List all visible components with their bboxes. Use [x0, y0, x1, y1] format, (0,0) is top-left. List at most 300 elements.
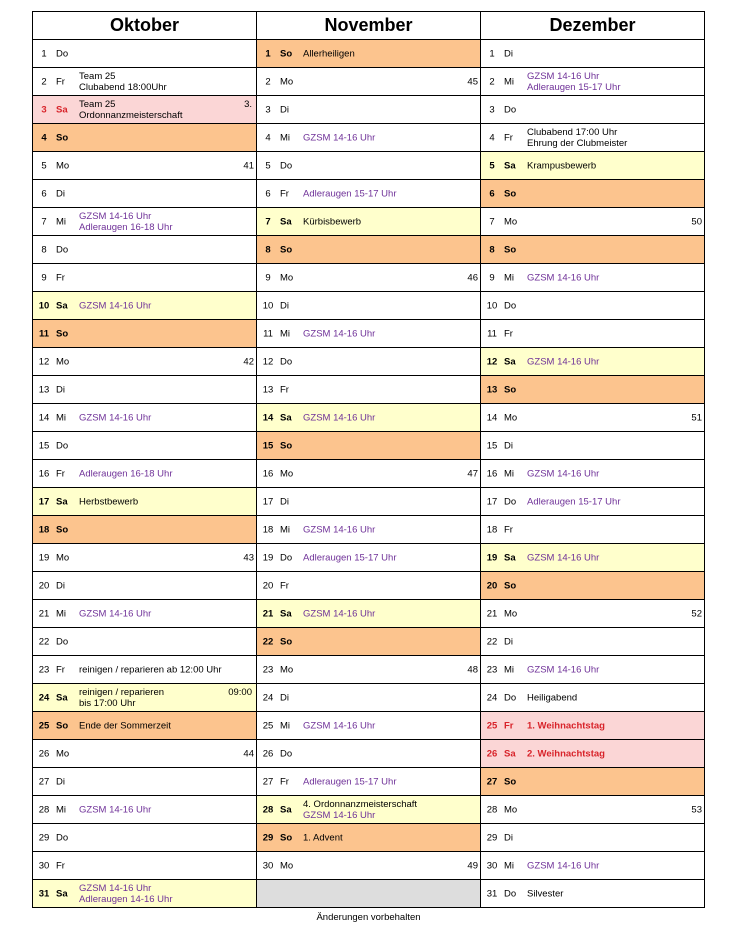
day-cell: [481, 544, 705, 572]
cell-content: [257, 852, 480, 879]
day-number: 12: [38, 356, 50, 367]
day-row: [33, 40, 705, 68]
event-list: [303, 412, 476, 423]
day-cell: [257, 572, 481, 600]
event-line: [303, 832, 476, 843]
event-line: [527, 356, 700, 367]
event-line: [79, 110, 252, 121]
day-number: 28: [486, 804, 498, 815]
event-line: [527, 692, 700, 703]
day-row: [33, 292, 705, 320]
day-number: 2: [41, 76, 47, 87]
day-number: 4: [489, 132, 495, 143]
day-cell: [257, 656, 481, 684]
event-line: [527, 748, 700, 759]
week-number: 49: [467, 860, 478, 871]
event-text: Adleraugen 15-17 Uhr: [303, 552, 397, 563]
day-cell: [33, 740, 257, 768]
weekday: Fr: [280, 776, 289, 787]
day-number: 30: [38, 860, 50, 871]
event-line: [79, 222, 252, 233]
cell-content: [257, 264, 480, 291]
day-cell: [481, 124, 705, 152]
event-text: GZSM 14-16 Uhr: [303, 608, 376, 619]
event-list: [79, 468, 252, 479]
event-list: [527, 692, 700, 703]
day-number: 15: [38, 440, 50, 451]
cell-content: [481, 600, 704, 627]
cell-content: [481, 376, 704, 403]
cell-content: [257, 348, 480, 375]
weekday: So: [56, 328, 69, 339]
weekday: Mi: [504, 76, 515, 87]
event-line: [79, 71, 252, 82]
weekday: Do: [504, 496, 517, 507]
cell-content: [33, 348, 256, 375]
day-row: [33, 516, 705, 544]
event-text: GZSM 14-16 Uhr: [303, 720, 376, 731]
day-number: 10: [38, 300, 50, 311]
day-number: 23: [262, 664, 274, 675]
cell-content: [481, 404, 704, 431]
event-list: [303, 832, 476, 843]
day-number: 23: [38, 664, 50, 675]
day-cell: [33, 264, 257, 292]
weekday: Mi: [56, 412, 67, 423]
day-cell: [33, 404, 257, 432]
weekday: Fr: [504, 524, 513, 535]
weekday: Di: [56, 776, 65, 787]
day-cell: [481, 96, 705, 124]
cell-content: [481, 124, 704, 151]
day-row: [33, 852, 705, 880]
event-list: [303, 799, 476, 821]
day-cell: [33, 516, 257, 544]
event-list: [527, 496, 700, 507]
event-line: [303, 524, 476, 535]
event-text: GZSM 14-16 Uhr: [527, 70, 600, 82]
day-row: [33, 712, 705, 740]
weekday: Sa: [56, 496, 68, 507]
day-cell: [33, 432, 257, 460]
week-number: 53: [691, 804, 702, 815]
day-number: 6: [489, 188, 495, 199]
day-number: 17: [38, 496, 50, 507]
day-cell: [481, 404, 705, 432]
event-line: [79, 99, 252, 110]
weekday: Mo: [280, 468, 294, 479]
event-line: [303, 216, 476, 227]
day-row: [33, 236, 705, 264]
day-number: 31: [38, 888, 50, 899]
weekday: Sa: [280, 804, 292, 815]
weekday: Fr: [56, 664, 65, 675]
cell-content: [257, 152, 480, 179]
day-row: [33, 152, 705, 180]
weekday: Sa: [280, 412, 292, 423]
day-cell: [481, 320, 705, 348]
day-cell: [481, 40, 705, 68]
event-text: 4. Ordonnanzmeisterschaft: [303, 798, 418, 810]
cell-content: [481, 432, 704, 459]
cell-content: [257, 796, 480, 823]
cell-content: [257, 768, 480, 795]
day-number: 22: [486, 636, 498, 647]
event-line: [79, 664, 252, 675]
cell-content: [33, 516, 256, 543]
day-row: [33, 180, 705, 208]
day-number: 3: [489, 104, 495, 115]
day-number: 24: [38, 692, 50, 703]
weekday: So: [56, 132, 69, 143]
event-line: [79, 300, 252, 311]
cell-content: [33, 488, 256, 515]
day-number: 10: [486, 300, 498, 311]
day-cell: [33, 824, 257, 852]
cell-content: [481, 320, 704, 347]
day-number: 7: [489, 216, 495, 227]
day-number: 3: [265, 104, 271, 115]
day-cell: [257, 96, 481, 124]
day-number: 9: [265, 272, 271, 283]
day-number: 26: [486, 748, 498, 759]
day-cell: [33, 488, 257, 516]
day-cell: [257, 40, 481, 68]
day-cell: [257, 516, 481, 544]
cell-content: [257, 740, 480, 767]
weekday: Fr: [504, 132, 513, 143]
weekday: Fr: [280, 580, 289, 591]
event-text: Adleraugen 16-18 Uhr: [79, 221, 173, 233]
cell-content: [257, 124, 480, 151]
weekday: Mo: [504, 608, 518, 619]
event-text: GZSM 14-16 Uhr: [79, 210, 152, 222]
event-text: Adleraugen 16-18 Uhr: [79, 468, 173, 479]
day-cell: [257, 544, 481, 572]
cell-content: [33, 880, 256, 907]
day-number: 30: [262, 860, 274, 871]
event-text: GZSM 14-16 Uhr: [79, 300, 152, 311]
day-cell: [33, 544, 257, 572]
day-number: 18: [486, 524, 498, 535]
day-cell: [481, 628, 705, 656]
week-number: 43: [243, 552, 254, 563]
cell-content: [33, 544, 256, 571]
weekday: Sa: [56, 888, 68, 899]
event-text: Team 25: [79, 98, 116, 110]
event-text: GZSM 14-16 Uhr: [527, 664, 600, 675]
day-number: 24: [262, 692, 274, 703]
weekday: So: [504, 244, 517, 255]
day-cell: [481, 376, 705, 404]
cell-content: [33, 376, 256, 403]
day-number: 23: [486, 664, 498, 675]
day-cell: [481, 824, 705, 852]
day-number: 12: [262, 356, 274, 367]
event-line: [527, 138, 700, 149]
event-text: Silvester: [527, 888, 564, 899]
day-number: 9: [489, 272, 495, 283]
day-cell: [257, 740, 481, 768]
day-row: [33, 124, 705, 152]
day-row: [33, 68, 705, 96]
event-list: [527, 720, 700, 731]
day-cell: [33, 768, 257, 796]
day-cell: [33, 124, 257, 152]
event-text: Allerheiligen: [303, 48, 355, 59]
cell-content: [257, 208, 480, 235]
day-number: 29: [486, 832, 498, 843]
week-number: 47: [467, 468, 478, 479]
weekday: Di: [56, 580, 65, 591]
event-text: 1. Advent: [303, 832, 343, 843]
weekday: So: [504, 580, 517, 591]
day-cell: [33, 348, 257, 376]
day-number: 19: [486, 552, 498, 563]
cell-content: [481, 824, 704, 851]
day-cell: [33, 320, 257, 348]
day-cell: [481, 768, 705, 796]
event-list: [79, 608, 252, 619]
event-list: [79, 664, 252, 675]
day-number: 5: [41, 160, 47, 171]
day-number: 26: [262, 748, 274, 759]
week-number: 42: [243, 356, 254, 367]
calendar-body: [33, 40, 705, 908]
day-cell: [481, 348, 705, 376]
day-number: 29: [38, 832, 50, 843]
event-text: 1. Weihnachtstag: [527, 720, 605, 731]
day-number: 8: [265, 244, 271, 255]
weekday: Do: [504, 300, 517, 311]
weekday: Do: [56, 440, 69, 451]
event-list: [527, 127, 700, 149]
weekday: So: [504, 776, 517, 787]
cell-content: [33, 656, 256, 683]
day-number: 8: [41, 244, 47, 255]
day-cell: [481, 852, 705, 880]
cell-content: [33, 432, 256, 459]
event-text: GZSM 14-16 Uhr: [303, 132, 376, 143]
cell-content: [33, 68, 256, 95]
day-number: 7: [41, 216, 47, 227]
cell-content: [481, 348, 704, 375]
event-list: [303, 48, 476, 59]
cell-content: [33, 824, 256, 851]
event-list: [527, 71, 700, 93]
cell-content: [33, 600, 256, 627]
day-number: 4: [265, 132, 271, 143]
day-cell: [257, 348, 481, 376]
cell-content: [481, 852, 704, 879]
day-row: [33, 796, 705, 824]
event-text: Ehrung der Clubmeister: [527, 137, 628, 149]
event-text: Krampusbewerb: [527, 160, 597, 171]
event-list: [303, 132, 476, 143]
event-text: Kürbisbewerb: [303, 216, 362, 227]
weekday: So: [280, 244, 293, 255]
event-line: [79, 687, 252, 698]
day-number: 5: [265, 160, 271, 171]
day-number: 16: [486, 468, 498, 479]
cell-content: [257, 824, 480, 851]
weekday: Mo: [504, 216, 518, 227]
weekday: Mo: [280, 76, 294, 87]
day-cell: [257, 432, 481, 460]
event-line: [527, 664, 700, 675]
event-text: Herbstbewerb: [79, 496, 139, 507]
day-cell: [33, 460, 257, 488]
weekday: Mi: [280, 328, 291, 339]
day-number: 5: [489, 160, 495, 171]
cell-content: [33, 180, 256, 207]
event-text: GZSM 14-16 Uhr: [527, 552, 600, 563]
day-number: 14: [262, 412, 274, 423]
cell-content: [257, 404, 480, 431]
weekday: Mi: [504, 860, 515, 871]
event-line: [79, 412, 252, 423]
day-cell: [257, 768, 481, 796]
weekday: Di: [504, 440, 513, 451]
day-row: [33, 600, 705, 628]
day-number: 8: [489, 244, 495, 255]
event-line: [303, 776, 476, 787]
day-number: 28: [262, 804, 274, 815]
weekday: Fr: [504, 720, 514, 731]
day-row: [33, 460, 705, 488]
cell-content: [257, 320, 480, 347]
event-list: [303, 328, 476, 339]
cell-content: [257, 236, 480, 263]
weekday: Di: [504, 636, 513, 647]
day-row: [33, 684, 705, 712]
day-cell: [257, 152, 481, 180]
day-number: 22: [38, 636, 50, 647]
week-number: 41: [243, 160, 254, 171]
event-line: [303, 188, 476, 199]
weekday: So: [504, 384, 517, 395]
cell-content: [481, 208, 704, 235]
event-list: [527, 272, 700, 283]
day-cell: [33, 852, 257, 880]
weekday: Do: [56, 636, 69, 647]
event-text: GZSM 14-16 Uhr: [79, 412, 152, 423]
day-row: [33, 432, 705, 460]
day-number: 14: [38, 412, 50, 423]
cell-content: [481, 152, 704, 179]
event-text: Adleraugen 15-17 Uhr: [303, 188, 397, 199]
day-row: [33, 348, 705, 376]
day-cell: [257, 852, 481, 880]
day-row: [33, 488, 705, 516]
day-cell: [481, 208, 705, 236]
event-line: [527, 82, 700, 93]
day-cell: [33, 628, 257, 656]
day-row: [33, 376, 705, 404]
cell-content: [257, 516, 480, 543]
cell-content: [481, 236, 704, 263]
day-number: 4: [41, 132, 47, 143]
event-line: [79, 883, 252, 894]
cell-content: [33, 712, 256, 739]
weekday: Mi: [56, 608, 67, 619]
cell-content: [481, 740, 704, 767]
day-cell: [33, 236, 257, 264]
day-number: 29: [262, 832, 274, 843]
month-header-oktober: Oktober: [33, 12, 257, 40]
weekday: Sa: [56, 300, 68, 311]
cell-content: [481, 292, 704, 319]
weekday: Di: [280, 496, 289, 507]
day-cell: [481, 180, 705, 208]
cell-content: [33, 740, 256, 767]
event-list: [79, 804, 252, 815]
weekday: Mo: [56, 356, 70, 367]
week-number: 51: [691, 412, 702, 423]
day-cell: [257, 376, 481, 404]
event-text: GZSM 14-16 Uhr: [303, 524, 376, 535]
weekday: Mi: [280, 720, 291, 731]
weekday: Do: [504, 888, 517, 899]
cell-content: [481, 516, 704, 543]
event-list: [527, 160, 700, 171]
day-cell: [257, 488, 481, 516]
weekday: Fr: [56, 76, 65, 87]
event-text: GZSM 14-16 Uhr: [527, 356, 600, 367]
cell-content: [481, 880, 704, 907]
weekday: Sa: [56, 692, 68, 703]
event-line: [303, 799, 476, 810]
day-cell: [33, 152, 257, 180]
cell-content: [33, 684, 256, 711]
weekday: Mo: [280, 664, 294, 675]
event-line: [527, 552, 700, 563]
day-number: 10: [262, 300, 274, 311]
day-row: [33, 208, 705, 236]
calendar-table: [32, 11, 705, 908]
event-text: Adleraugen 15-17 Uhr: [527, 496, 621, 507]
cell-content: [33, 460, 256, 487]
day-number: 20: [486, 580, 498, 591]
day-cell: [257, 68, 481, 96]
weekday: Sa: [280, 216, 292, 227]
day-number: 18: [262, 524, 274, 535]
cell-content: [481, 460, 704, 487]
cell-content: [257, 40, 480, 67]
event-text: Clubabend 18:00Uhr: [79, 81, 167, 93]
event-text: Adleraugen 14-16 Uhr: [79, 893, 173, 905]
cell-content: [257, 68, 480, 95]
week-number: 45: [467, 76, 478, 87]
weekday: So: [504, 188, 517, 199]
day-number: 24: [486, 692, 498, 703]
weekday: So: [56, 720, 69, 731]
event-text: GZSM 14-16 Uhr: [303, 328, 376, 339]
day-number: 12: [486, 356, 498, 367]
event-list: [303, 524, 476, 535]
event-line: [527, 127, 700, 138]
cell-content: [481, 628, 704, 655]
event-line: [303, 552, 476, 563]
week-number: 52: [691, 608, 702, 619]
weekday: Do: [56, 832, 69, 843]
day-cell: [481, 572, 705, 600]
weekday: Mo: [56, 748, 70, 759]
month-header-november: November: [257, 12, 481, 40]
weekday: So: [280, 48, 293, 59]
cell-content: [481, 96, 704, 123]
footer-note: Änderungen vorbehalten: [316, 912, 421, 923]
